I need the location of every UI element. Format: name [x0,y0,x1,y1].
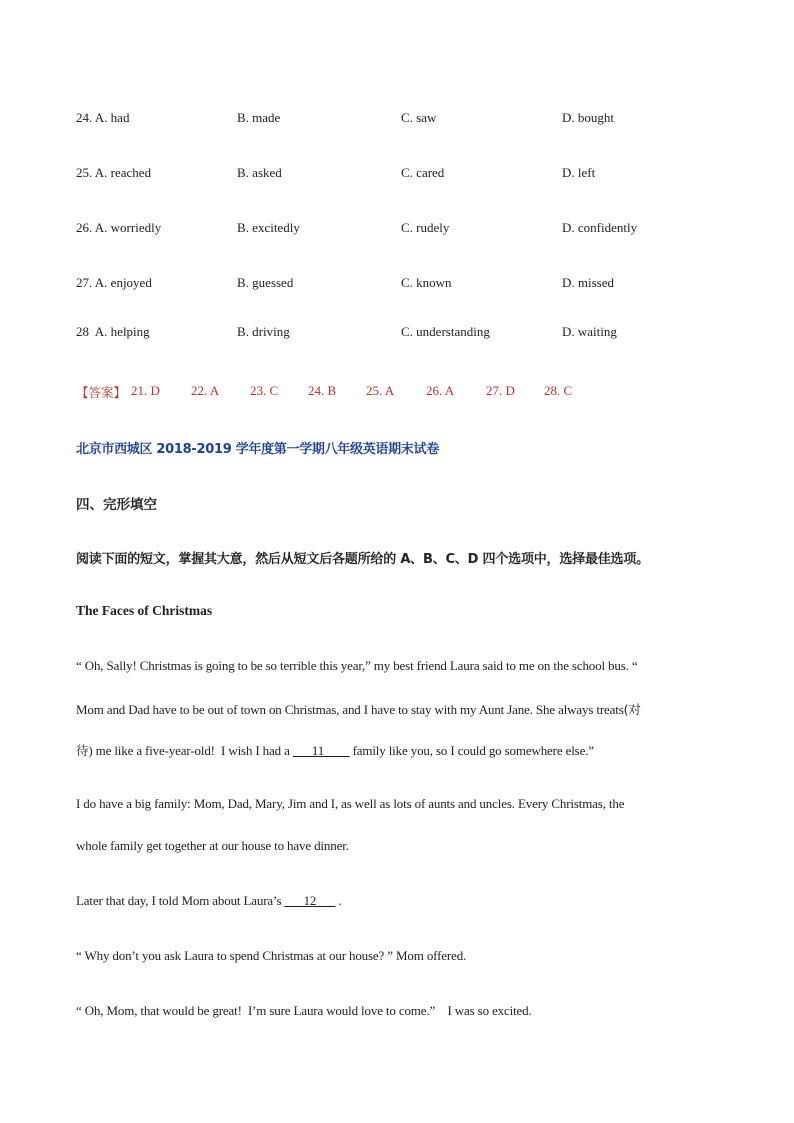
option-c: C. understanding [401,324,490,339]
answer-tag: 【答案】 [76,385,127,400]
option-a: 25. A. reached [76,165,152,180]
passage-line [76,893,342,909]
passage-line: “ Oh, Mom, that would be great! I’m sure Laura would love to come.” I was so excited. [76,1003,532,1018]
answer-item: 25. A [366,383,395,398]
passage-text: Mom and Dad have to be out of town on Christmas, and I have to stay with my Aunt Jane. She always treats [76,702,624,717]
option-c: C. rudely [401,220,450,235]
answer-item: 28. C [544,383,573,398]
answer-item: 26. A [426,383,455,398]
option-c: C. cared [401,165,445,180]
option-a: 27. A. enjoyed [76,275,152,290]
option-a: 26. A. worriedly [76,220,162,235]
option-b: B. excitedly [237,220,300,235]
passage-text: family like you, so I could go somewhere else.” [349,743,594,758]
option-d: D. missed [562,275,614,290]
exam-source-title: 北京市西城区 2018-2019 学年度第一学期八年级英语期末试卷 [76,442,439,457]
passage-text: . [335,893,342,908]
option-b: B. asked [237,165,282,180]
answer-item: 27. D [486,383,515,398]
section-heading: 四、完形填空 [76,497,157,513]
option-c: C. known [401,275,452,290]
option-d: D. waiting [562,324,617,339]
option-a: 24. A. had [76,110,130,125]
question-24-options [76,110,756,132]
option-d: D. bought [562,110,614,125]
passage-line [76,741,594,759]
answer-item: 23. C [250,383,279,398]
passage-line: whole family get together at our house to have dinner. [76,838,349,853]
passage-line: “ Why don’t you ask Laura to spend Christmas at our house? ” Mom offered. [76,948,467,963]
passage-line [76,700,641,718]
answer-item: 22. A [191,383,220,398]
option-b: B. guessed [237,275,294,290]
passage-text: (对 [623,702,641,717]
question-28-options [76,324,756,346]
answer-item: 24. B [308,383,337,398]
passage-text: ) me like a five-year-old! I wish I had a [88,743,293,758]
story-title: The Faces of Christmas [76,603,213,618]
option-a: 28 A. helping [76,324,150,339]
option-b: B. driving [237,324,290,339]
question-26-options [76,220,756,242]
blank-12: ___12___ [284,893,336,908]
blank-11: ___11____ [292,743,350,758]
answer-item: 21. D [131,383,160,398]
passage-text: Later that day, I told Mom about Laura’s [76,893,285,908]
passage-line: I do have a big family: Mom, Dad, Mary, Jim and I, as well as lots of aunts and uncles. Every Christmas, the [76,796,625,811]
question-27-options [76,275,756,297]
option-b: B. made [237,110,281,125]
passage-text: 待 [76,743,89,758]
instruction-text: 阅读下面的短文，掌握其大意，然后从短文后各题所给的 A、B、C、D 四个选项中，选择最佳选项。 [76,552,649,567]
question-25-options [76,165,756,187]
option-d: D. left [562,165,596,180]
option-c: C. saw [401,110,437,125]
passage-line: “ Oh, Sally! Christmas is going to be so terrible this year,” my best friend Laura said to me on the school bus. “ [76,658,638,673]
option-d: D. confidently [562,220,638,235]
